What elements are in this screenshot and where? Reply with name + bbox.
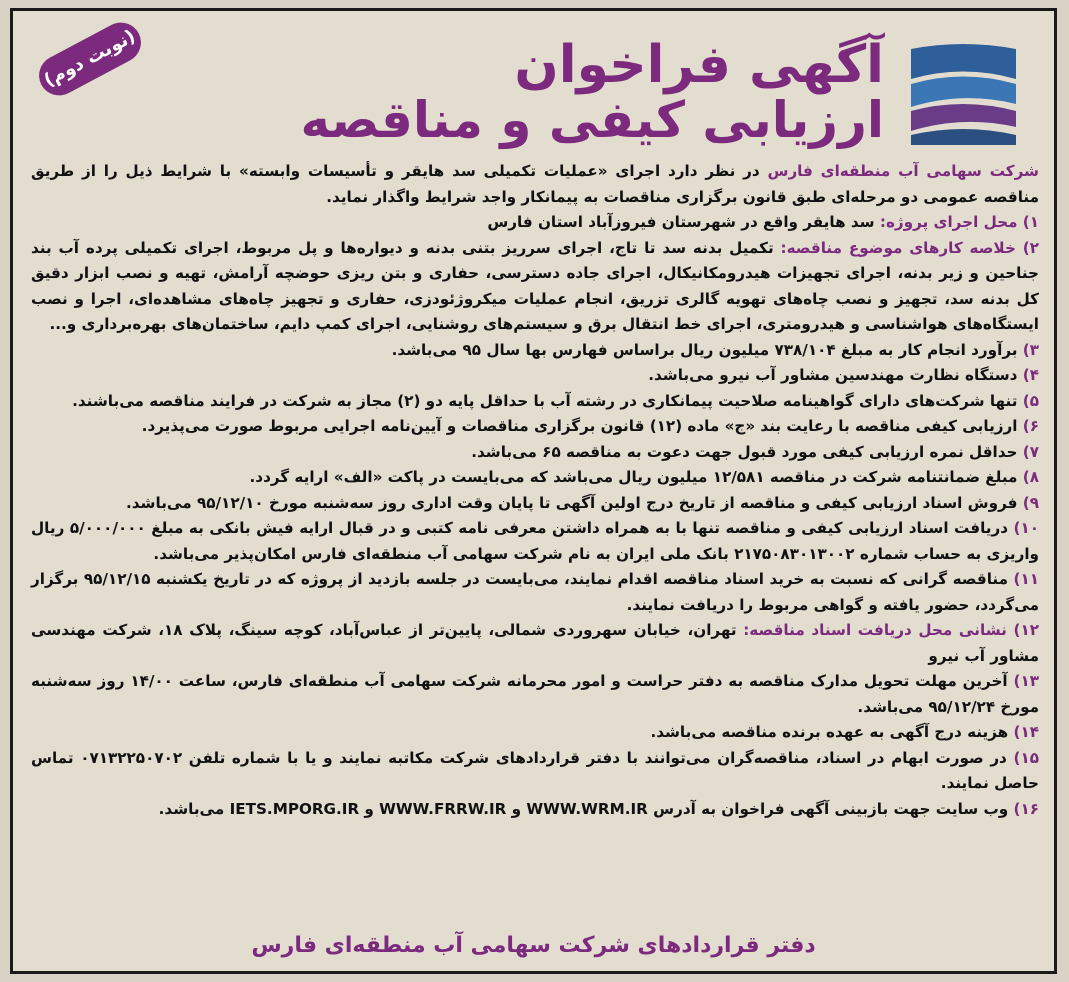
list-item (31, 338, 1039, 364)
item-text: ارزیابی کیفی مناقصه با رعایت بند «ج» ماده (۱۲) قانون برگزاری مناقصات و آیین‌نامه اجرایی مربوط صورت می‌پذیرد. (141, 417, 1018, 435)
item-number: ۷) (1022, 442, 1039, 461)
item-number: ۳) (1022, 340, 1039, 359)
list-item (31, 720, 1039, 746)
item-text: دستگاه نظارت مهندسین مشاور آب نیرو می‌باشد. (648, 366, 1018, 384)
list-item (31, 618, 1039, 669)
list-item (31, 414, 1039, 440)
item-number: ۱۲) (1013, 621, 1040, 639)
list-item (31, 236, 1039, 338)
item-text: حداقل نمره ارزیابی کیفی مورد قبول جهت دعوت به مناقصه ۶۵ می‌باشد. (471, 442, 1018, 461)
second-round-badge: (نوبت دوم) (32, 16, 148, 103)
list-item (31, 465, 1039, 491)
item-text: در صورت ابهام در اسناد، مناقصه‌گران می‌توانند با دفتر قراردادهای شرکت مکاتبه نمایند و یا با شماره تلفن ۰۷۱۳۲۲۵۰۷۰۲ تماس حاصل نمایند. (31, 748, 1039, 792)
item-text: مبلغ ضمانتنامه شرکت در مناقصه ۱۲/۵۸۱ میلیون ریال می‌باشد که می‌بایست در پاکت «الف» ارایه گردد. (249, 468, 1018, 486)
item-text: تکمیل بدنه سد تا تاج، اجرای سرریز بتنی بدنه و دیواره‌ها و پل مربوط، اجرای تکمیلی پرده آب بند جناحین و زیر بدنه، اجرای تجهیزات هیدرومکانیکال، اجرای جاده دسترسی، حفاری و بتن ریزی حوضچه آرامش، تهیه و نصب ابزار دقیق کل بدنه سد، تجهیز و نصب چاه‌های تهویه گالری تزریق، انجام عملیات میکروژئودزی، حفاری و تجهیز چاه‌های مشاهده‌ای، اجرا و نصب ایستگاه‌های هواشناسی و هیدرومتری، اجرای خط انتقال برق و سیستم‌های روشنایی، اجرای کمپ دایم، ساختمان‌های بهره‌برداری و... (31, 238, 1039, 333)
water-company-logo-icon (901, 39, 1026, 149)
item-text: تنها شرکت‌های دارای گواهینامه صلاحیت پیمانکاری در رشته آب با حداقل پایه دو (۲) مجاز به شرکت در فرایند مناقصه می‌باشند. (72, 391, 1018, 410)
list-item (31, 516, 1039, 567)
ad-body (31, 159, 1039, 822)
item-number: ۱۶) (1013, 799, 1039, 818)
intro-paragraph (31, 159, 1039, 210)
item-text: آخرین مهلت تحویل مدارک مناقصه به دفتر حراست و امور محرمانه شرکت سهامی آب منطقه‌ای فارس، ساعت ۱۴/۰۰ روز سه‌شنبه مورخ ۹۵/۱۲/۲۴ می‌باشد. (31, 672, 1039, 716)
item-text: دریافت اسناد ارزیابی کیفی و مناقصه تنها با به همراه داشتن معرفی نامه کتبی و در قبال ارایه فیش بانکی به مبلغ ۵/۰۰۰/۰۰۰ ریال واریزی به حساب شماره ۲۱۷۵۰۸۳۰۱۳۰۰۲ بانک ملی ایران به نام شرکت سهامی آب منطقه‌ای فارس امکان‌پذیر می‌باشد. (31, 519, 1039, 563)
item-label: محل اجرای پروژه: (879, 213, 1018, 231)
item-text: فروش اسناد ارزیابی کیفی و مناقصه از تاریخ درج اولین آگهی تا پایان وقت اداری روز سه‌شنبه مورخ ۹۵/۱۲/۱۰ می‌باشد. (126, 493, 1018, 512)
item-label: نشانی محل دریافت اسناد مناقصه: (743, 621, 1007, 639)
item-text: سد هایقر واقع در شهرستان فیروزآباد استان فارس (487, 213, 880, 231)
list-item (31, 210, 1039, 236)
list-item (31, 797, 1039, 823)
item-number: ۴) (1022, 366, 1039, 384)
list-item (31, 746, 1039, 797)
list-item (31, 491, 1039, 517)
item-number: ۱۵) (1013, 748, 1039, 767)
item-label: خلاصه کارهای موضوع مناقصه: (780, 238, 1016, 257)
item-number: ۶) (1022, 417, 1039, 435)
item-text: برآورد انجام کار به مبلغ ۷۳۸/۱۰۴ میلیون ریال براساس فهارس بها سال ۹۵ می‌باشد. (391, 340, 1018, 359)
list-item (31, 389, 1039, 415)
advertisement-page (10, 8, 1057, 974)
intro-text: در نظر دارد اجرای «عملیات تکمیلی سد هایقر و تأسیسات وابسته» با شرایط ذیل را از طریق مناقصه عمومی دو مرحله‌ای طبق قانون برگزاری مناقصات به پیمانکار واجد شرایط واگذار نماید. (31, 162, 1039, 206)
list-item (31, 363, 1039, 389)
item-number: ۱۰) (1013, 519, 1039, 537)
item-text: هزینه درج آگهی به عهده برنده مناقصه می‌باشد. (650, 723, 1009, 741)
item-text: مناقصه گرانی که نسبت به خرید اسناد مناقصه اقدام نمایند، می‌بایست در جلسه بازدید از پروژه که در تاریخ یکشنبه ۹۵/۱۲/۱۵ برگزار می‌گردد، حضور یافته و گواهی مربوط را دریافت نمایند. (31, 570, 1039, 614)
item-number: ۹) (1022, 493, 1039, 512)
item-text: وب سایت جهت بازبینی آگهی فراخوان به آدرس WWW.WRM.IR و WWW.FRRW.IR و IETS.MPORG.IR می‌باشد. (158, 799, 1009, 818)
item-number: ۲) (1022, 238, 1039, 257)
item-number: ۱۱) (1013, 570, 1039, 588)
list-item (31, 669, 1039, 720)
footer-signature: دفتر قراردادهای شرکت سهامی آب منطقه‌ای فارس (251, 933, 816, 958)
item-text: تهران، خیابان سهروردی شمالی، پایین‌تر از عباس‌آباد، کوچه سینگ، پلاک ۱۸، شرکت مهندسی مشاور آب نیرو (31, 621, 1039, 665)
header (13, 11, 1054, 161)
item-number: ۵) (1022, 391, 1039, 410)
title-line-1: آگهی فراخوان (514, 35, 884, 95)
list-item (31, 440, 1039, 466)
list-item (31, 567, 1039, 618)
company-name: شرکت سهامی آب منطقه‌ای فارس (767, 162, 1039, 180)
item-number: ۱۳) (1013, 672, 1039, 690)
item-number: ۱۴) (1013, 723, 1039, 741)
item-number: ۸) (1022, 468, 1039, 486)
item-number: ۱) (1022, 213, 1039, 231)
title-line-2: ارزیابی کیفی و مناقصه (300, 91, 884, 149)
